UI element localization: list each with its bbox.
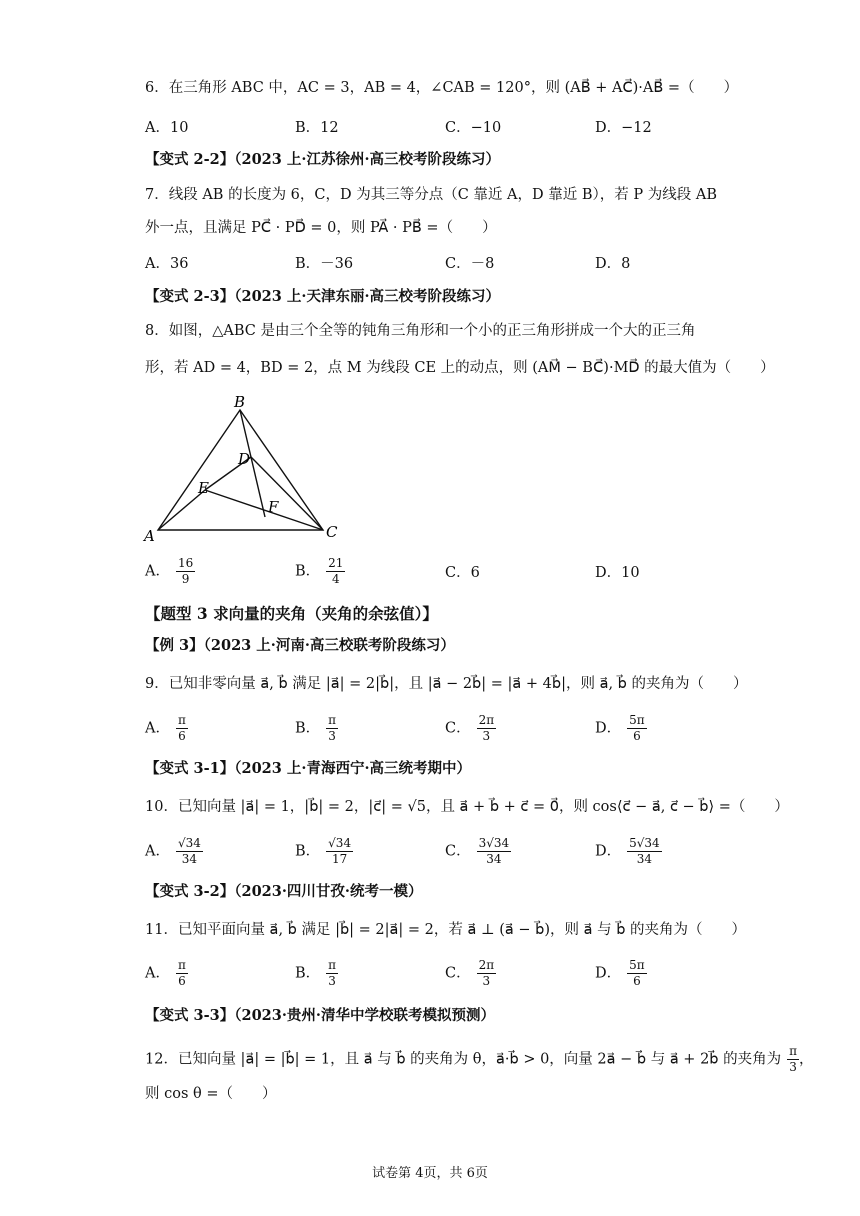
q9-option-a: A． $\frac{\pi}{6}$ — [145, 713, 186, 743]
q10-option-a: A． $\frac{√34}{34}$ — [145, 836, 201, 866]
q6-option-b: B．12 — [295, 120, 339, 136]
q9-option-d: D． $\frac{5\pi}{6}$ — [595, 713, 645, 743]
q11-stem: 11．已知平面向量 a⃗, b⃗ 满足 |b⃗| = 2|a⃗| = 2，若 a⃗ ⊥ (a⃗ − b⃗)，则 a⃗ 与 b⃗ 的夹角为（ ） — [145, 922, 747, 938]
q10-stem: 10．已知向量 |a⃗| = 1，|b⃗| = 2，|c⃗| = √5，且 a⃗ + b⃗ + c⃗ = 0⃗，则 cos⟨c⃗ − a⃗, c⃗ − b⃗⟩ =（ ） — [145, 799, 789, 815]
section-3-heading: 【题型 3 求向量的夹角（夹角的余弦值）】 — [145, 604, 438, 623]
q6-option-c: C．−10 — [445, 120, 502, 136]
variant-2-2-heading: 【变式 2-2】（2023 上·江苏徐州·高三校考阶段练习） — [145, 151, 500, 168]
q7-option-d: D．8 — [595, 256, 631, 272]
q7-stem-line1: 7．线段 AB 的长度为 6，C，D 为其三等分点（C 靠近 A，D 靠近 B），若 P 为线段 AB — [145, 187, 717, 203]
q8-option-c: C．6 — [445, 565, 480, 581]
variant-3-2-heading: 【变式 3-2】（2023·四川甘孜·统考一模） — [145, 883, 423, 900]
q11-option-d: D． $\frac{5\pi}{6}$ — [595, 958, 645, 988]
q12-stem-line2: 则 cos θ =（ ） — [145, 1086, 277, 1102]
triangle-figure — [140, 392, 350, 547]
variant-2-3-heading: 【变式 2-3】（2023 上·天津东丽·高三校考阶段练习） — [145, 288, 500, 305]
q9-option-b: B． $\frac{\pi}{3}$ — [295, 713, 337, 743]
fig-label-e: E — [198, 479, 209, 497]
example-3-heading: 【例 3】（2023 上·河南·高三校联考阶段练习） — [145, 637, 455, 654]
q7-option-a: A．36 — [145, 256, 189, 272]
variant-3-3-heading: 【变式 3-3】（2023·贵州·清华中学校联考模拟预测） — [145, 1007, 495, 1024]
q10-option-d: D． $\frac{5√34}{34}$ — [595, 836, 660, 866]
q10-option-c: C． $\frac{3√34}{34}$ — [445, 836, 510, 866]
q9-option-c: C． $\frac{2\pi}{3}$ — [445, 713, 495, 743]
q6-stem: 6．在三角形 ABC 中，AC = 3，AB = 4，∠CAB = 120°，则 (AB⃗ + AC⃗)·AB⃗ =（ ） — [145, 80, 739, 96]
q8-option-a: A． $\frac{16}{9}$ — [145, 556, 194, 586]
q8-option-d: D．10 — [595, 565, 640, 581]
variant-3-1-heading: 【变式 3-1】（2023 上·青海西宁·高三统考期中） — [145, 760, 471, 777]
q7-option-c: C．－8 — [445, 256, 495, 272]
q6-option-a: A．10 — [145, 120, 189, 136]
q7-option-b: B．－36 — [295, 256, 354, 272]
q11-option-c: C． $\frac{2\pi}{3}$ — [445, 958, 495, 988]
q6-option-d: D．−12 — [595, 120, 652, 136]
fig-label-a: A — [144, 527, 155, 545]
fig-label-f: F — [268, 498, 279, 516]
q8-stem-line1: 8．如图，△ABC 是由三个全等的钝角三角形和一个小的正三角形拼成一个大的正三角 — [145, 323, 696, 339]
q8-stem-line2: 形，若 AD = 4，BD = 2，点 M 为线段 CE 上的动点，则 (AM⃗ − BC⃗)·MD⃗ 的最大值为（ ） — [145, 360, 775, 376]
q7-stem-line2: 外一点，且满足 PC⃗ · PD⃗ = 0，则 PA⃗ · PB⃗ =（ ） — [145, 220, 497, 236]
fig-label-d: D — [238, 450, 251, 468]
q11-option-a: A． $\frac{\pi}{6}$ — [145, 958, 186, 988]
q12-stem-line1: 12．已知向量 |a⃗| = |b⃗| = 1，且 a⃗ 与 b⃗ 的夹角为 θ，a⃗·b⃗ > 0，向量 2a⃗ − b⃗ 与 a⃗ + 2b⃗ 的夹角为 $\frac{\pi}{3}$ ， — [145, 1044, 814, 1074]
q8-option-b: B． $\frac{21}{4}$ — [295, 556, 344, 586]
fig-label-c: C — [326, 523, 338, 541]
fig-label-b: B — [234, 393, 246, 411]
q11-option-b: B． $\frac{\pi}{3}$ — [295, 958, 337, 988]
q9-stem: 9．已知非零向量 a⃗, b⃗ 满足 |a⃗| = 2|b⃗|，且 |a⃗ − 2b⃗| = |a⃗ + 4b⃗|，则 a⃗, b⃗ 的夹角为（ ） — [145, 676, 748, 692]
q10-option-b: B． $\frac{√34}{17}$ — [295, 836, 352, 866]
page-footer: 试卷第 4页，共 6页 — [372, 1166, 488, 1181]
